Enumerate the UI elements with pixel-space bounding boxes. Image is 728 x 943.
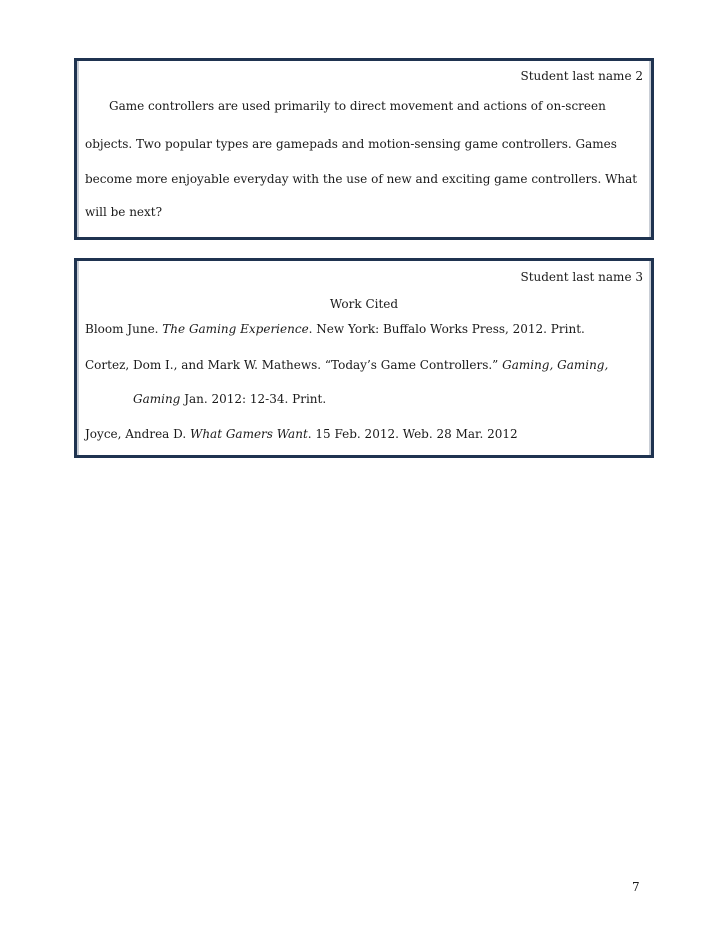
citation-title: What Gamers Want xyxy=(189,427,308,441)
citation-details: . New York: Buffalo Works Press, 2012. Print. xyxy=(308,322,585,336)
paragraph-text: objects. Two popular types are gamepads and motion-sensing game controllers. Games xyxy=(85,137,617,151)
citation-entry-1 xyxy=(85,322,585,336)
citation-entry-2 xyxy=(85,358,608,372)
header-line xyxy=(77,61,651,94)
citation-line xyxy=(77,349,651,382)
paragraph-line xyxy=(77,127,651,160)
running-header: Student last name 3 xyxy=(520,270,643,284)
citation-line xyxy=(77,316,651,349)
works-cited-title: Work Cited xyxy=(329,297,399,311)
page-number: 7 xyxy=(632,880,640,894)
citation-line xyxy=(77,415,651,455)
citation-source: Gaming, Gaming, xyxy=(502,358,609,372)
header-line xyxy=(77,261,651,294)
citation-entry-2-continued xyxy=(133,392,326,406)
page-2-excerpt xyxy=(74,258,654,458)
citation-authors: Cortez, Dom I., and Mark W. Mathews. “Today’s Game Controllers.” xyxy=(85,358,503,372)
title-line xyxy=(77,294,651,316)
citation-author: Bloom June. xyxy=(85,322,163,336)
running-header: Student last name 2 xyxy=(520,69,643,83)
citation-source: Gaming xyxy=(133,392,181,406)
paragraph-line xyxy=(77,193,651,237)
citation-title: The Gaming Experience xyxy=(162,322,309,336)
paragraph-text: Game controllers are used primarily to direct movement and actions of on-screen xyxy=(109,99,606,113)
paragraph-text: become more enjoyable everyday with the use of new and exciting game controllers. What xyxy=(85,172,638,186)
page-1-excerpt xyxy=(74,58,654,240)
paragraph-line xyxy=(77,94,651,127)
citation-author: Joyce, Andrea D. xyxy=(85,427,190,441)
paragraph-line xyxy=(77,160,651,193)
citation-entry-3 xyxy=(85,427,518,441)
citation-line xyxy=(77,382,651,415)
paragraph-text: will be next? xyxy=(85,205,163,219)
citation-details: . 15 Feb. 2012. Web. 28 Mar. 2012 xyxy=(307,427,518,441)
citation-details: Jan. 2012: 12-34. Print. xyxy=(180,392,327,406)
